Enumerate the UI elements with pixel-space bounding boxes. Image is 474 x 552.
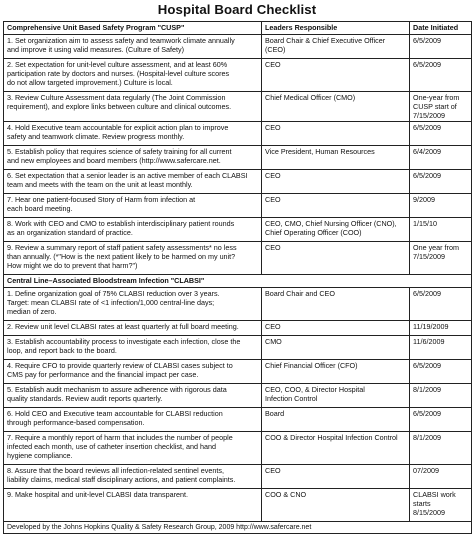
leaders-responsible: CEO: [262, 193, 410, 217]
action-item: 2. Set expectation for unit-level culture assessment, and at least 60% participation rate by doctors and nurses. (Hospital-level culture scores do not allow targeted improvement.) Culture is local.: [4, 59, 262, 92]
clabsi-section-header: [4, 274, 472, 287]
leaders-responsible: CEO: [262, 320, 410, 335]
date-initiated: 6/5/2009: [410, 121, 472, 145]
checklist-table: [3, 21, 472, 534]
leaders-responsible: CEO: [262, 241, 410, 274]
action-item: 8. Work with CEO and CMO to establish interdisciplinary patient rounds as an organization standard of practice.: [4, 217, 262, 241]
date-column-header: Date Initiated: [410, 22, 472, 35]
leaders-responsible: COO & Director Hospital Infection Control: [262, 431, 410, 464]
leaders-responsible: Chief Financial Officer (CFO): [262, 359, 410, 383]
action-item: 4. Hold Executive team accountable for explicit action plan to improve safety and teamwork climate. Review progress monthly.: [4, 121, 262, 145]
checklist-row: [4, 287, 472, 320]
action-item: 3. Review Culture Assessment data regularly (The Joint Commission requirement), and explore links between culture and clinical outcomes.: [4, 92, 262, 122]
action-item: 6. Set expectation that a senior leader is an active member of each CLABSI team and meets with the team on the unit at least monthly.: [4, 169, 262, 193]
date-initiated: One-year from CUSP start of 7/15/2009: [410, 92, 472, 122]
date-initiated: CLABSI work starts 8/15/2009: [410, 488, 472, 521]
leaders-responsible: Board Chair and CEO: [262, 287, 410, 320]
leaders-responsible: CEO: [262, 169, 410, 193]
leaders-responsible: CEO: [262, 121, 410, 145]
clabsi-section: [4, 287, 472, 521]
leaders-responsible: CEO, CMO, Chief Nursing Officer (CNO), Chief Operating Officer (COO): [262, 217, 410, 241]
cusp-column-header: Comprehensive Unit Based Safety Program "CUSP": [4, 22, 262, 35]
leaders-column-header: Leaders Responsible: [262, 22, 410, 35]
date-initiated: 6/5/2009: [410, 407, 472, 431]
page-title: Hospital Board Checklist: [157, 2, 317, 17]
checklist-row: [4, 407, 472, 431]
checklist-row: [4, 121, 472, 145]
checklist-row: [4, 35, 472, 59]
checklist-row: [4, 193, 472, 217]
date-initiated: 8/1/2009: [410, 431, 472, 464]
date-initiated: 9/2009: [410, 193, 472, 217]
cusp-section: [4, 35, 472, 275]
date-initiated: 1/15/10: [410, 217, 472, 241]
action-item: 9. Review a summary report of staff patient safety assessments* no less than annually. (*"How is the next patient likely to be harmed on my unit? How might we do to prevent that harm?"): [4, 241, 262, 274]
leaders-responsible: CEO: [262, 59, 410, 92]
checklist-row: [4, 335, 472, 359]
leaders-responsible: Chief Medical Officer (CMO): [262, 92, 410, 122]
action-item: 6. Hold CEO and Executive team accountable for CLABSI reduction through performance-based compensation.: [4, 407, 262, 431]
date-initiated: 6/5/2009: [410, 59, 472, 92]
action-item: 4. Require CFO to provide quarterly review of CLABSI cases subject to CMS pay for performance and the financial impact per case.: [4, 359, 262, 383]
checklist-row: [4, 92, 472, 122]
table-header-row: [4, 22, 472, 35]
action-item: 1. Define organization goal of 75% CLABSI reduction over 3 years. Target: mean CLABSI rate of <1 infection/1,000 central-line days; median of zero.: [4, 287, 262, 320]
action-item: 7. Hear one patient-focused Story of Harm from infection at each board meeting.: [4, 193, 262, 217]
checklist-row: [4, 464, 472, 488]
checklist-row: [4, 488, 472, 521]
date-initiated: 6/5/2009: [410, 35, 472, 59]
leaders-responsible: COO & CNO: [262, 488, 410, 521]
date-initiated: 11/19/2009: [410, 320, 472, 335]
footer-credit: Developed by the Johns Hopkins Quality & Safety Research Group, 2009 http://www.safercare.net: [4, 521, 472, 533]
section-header-row: [4, 274, 472, 287]
checklist-row: [4, 320, 472, 335]
action-item: 3. Establish accountability process to investigate each infection, close the loop, and report back to the board.: [4, 335, 262, 359]
leaders-responsible: CMO: [262, 335, 410, 359]
action-item: 1. Set organization aim to assess safety and teamwork climate annually and improve it using valid measures. (Culture of Safety): [4, 35, 262, 59]
checklist-row: [4, 145, 472, 169]
action-item: 9. Make hospital and unit-level CLABSI data transparent.: [4, 488, 262, 521]
checklist-row: [4, 383, 472, 407]
date-initiated: 11/6/2009: [410, 335, 472, 359]
leaders-responsible: Board Chair & Chief Executive Officer (CEO): [262, 35, 410, 59]
action-item: 5. Establish audit mechanism to assure adherence with rigorous data quality standards. Review audit reports quarterly.: [4, 383, 262, 407]
checklist-row: [4, 431, 472, 464]
action-item: 2. Review unit level CLABSI rates at least quarterly at full board meeting.: [4, 320, 262, 335]
leaders-responsible: Board: [262, 407, 410, 431]
date-initiated: 6/5/2009: [410, 287, 472, 320]
leaders-responsible: CEO: [262, 464, 410, 488]
date-initiated: 6/5/2009: [410, 169, 472, 193]
action-item: 8. Assure that the board reviews all infection-related sentinel events, liability claims, medical staff disciplinary actions, and patient complaints.: [4, 464, 262, 488]
date-initiated: One year from 7/15/2009: [410, 241, 472, 274]
action-item: 5. Establish policy that requires science of safety training for all current and new employees and board members (http://www.safercare.net.: [4, 145, 262, 169]
action-item: 7. Require a monthly report of harm that includes the number of people infected each month, use of catheter insertion checklist, and hand hygiene compliance.: [4, 431, 262, 464]
date-initiated: 07/2009: [410, 464, 472, 488]
date-initiated: 6/4/2009: [410, 145, 472, 169]
checklist-row: [4, 241, 472, 274]
date-initiated: 6/5/2009: [410, 359, 472, 383]
checklist-row: [4, 217, 472, 241]
checklist-row: [4, 59, 472, 92]
clabsi-section-title: Central Line–Associated Bloodstream Infection "CLABSI": [4, 274, 472, 287]
checklist-row: [4, 359, 472, 383]
leaders-responsible: CEO, COO, & Director Hospital Infection Control: [262, 383, 410, 407]
date-initiated: 8/1/2009: [410, 383, 472, 407]
checklist-row: [4, 169, 472, 193]
footer-row: [4, 521, 472, 533]
leaders-responsible: Vice President, Human Resources: [262, 145, 410, 169]
